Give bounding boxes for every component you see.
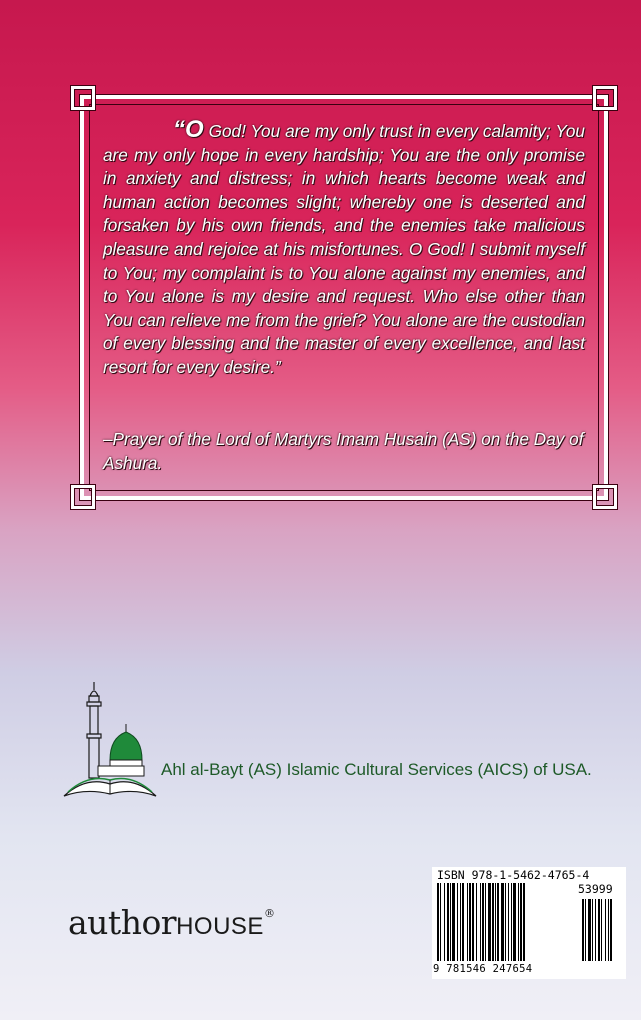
price-barcode-bar [598,899,600,961]
barcode-bar [460,883,461,961]
barcode-bar [440,883,441,961]
frame-corner [71,86,95,110]
brand-author: author [68,903,177,942]
mosque-book-logo-icon [60,680,160,802]
quote-text [103,118,585,380]
frame-corner [71,485,95,509]
authorhouse-logo [68,903,274,942]
price-barcode-bar [601,899,602,961]
barcode-bar [480,883,481,961]
price-barcode-bar [605,899,606,961]
barcode-bar [523,883,525,961]
price-barcode-bar [585,899,586,961]
frame-corner [593,485,617,509]
barcode-bar [520,883,522,961]
barcode-bar [485,883,486,961]
barcode-bar [467,883,468,961]
price-barcode-bar [608,899,609,961]
barcode-bar [450,883,451,961]
barcode-bar [457,883,458,961]
barcode-bar [452,883,455,961]
brand-house: HOUSE [176,913,264,940]
barcode-bar [511,883,512,961]
publisher-name: Ahl al-Bayt (AS) Islamic Cultural Services (AICS) of USA. [161,760,592,779]
barcode-bar [501,883,504,961]
quote-body: God! You are my only trust in every calamity; You are my only hope in every hardship; You are the only promise in anxiety and distress; in which hearts become weak and human action becomes slight; whereby one is deserted and forsaken by his own friends, and the enemies take malicious pleasure and rejoice at his misfortunes. O God! I submit myself to You; my complaint is to You alone against my enemies, and to You alone is my desire and request. Who else other than You can relieve me from the grief? You alone are the custodian of every blessing and the master of every excellence, and last resort for every desire.” [103,121,585,377]
brand-registered-mark: ® [263,907,275,920]
quote-attribution: –Prayer of the Lord of Martyrs Imam Husain (AS) on the Day of Ashura. [103,429,584,473]
isbn-label: ISBN 978-1-5462-4765-4 [437,868,590,882]
price-barcode-bar [592,899,593,961]
price-barcode-bar [588,899,591,961]
price-barcode-bar [582,899,584,961]
frame-corner [593,86,617,110]
barcode-bar [437,883,439,961]
price-barcode-bar [610,899,612,961]
barcode-bar [497,883,499,961]
barcode-bar [476,883,477,961]
barcode-bar [518,883,519,961]
barcode-bar [513,883,516,961]
barcode-bar [482,883,484,961]
barcode-bar [462,883,464,961]
barcode-bar [447,883,449,961]
price-barcode-bar [595,899,596,961]
price-code: 53999 [578,882,613,896]
barcode-bar [472,883,474,961]
barcode-bar [492,883,494,961]
barcode-bar [508,883,509,961]
barcode-bar [444,883,445,961]
barcode-bar [495,883,496,961]
isbn-digits: 9 781546 247654 [433,963,533,975]
barcode-bar [488,883,491,961]
quote-first-word: “O [173,116,204,143]
barcode-bar [469,883,471,961]
barcode-bar [505,883,506,961]
